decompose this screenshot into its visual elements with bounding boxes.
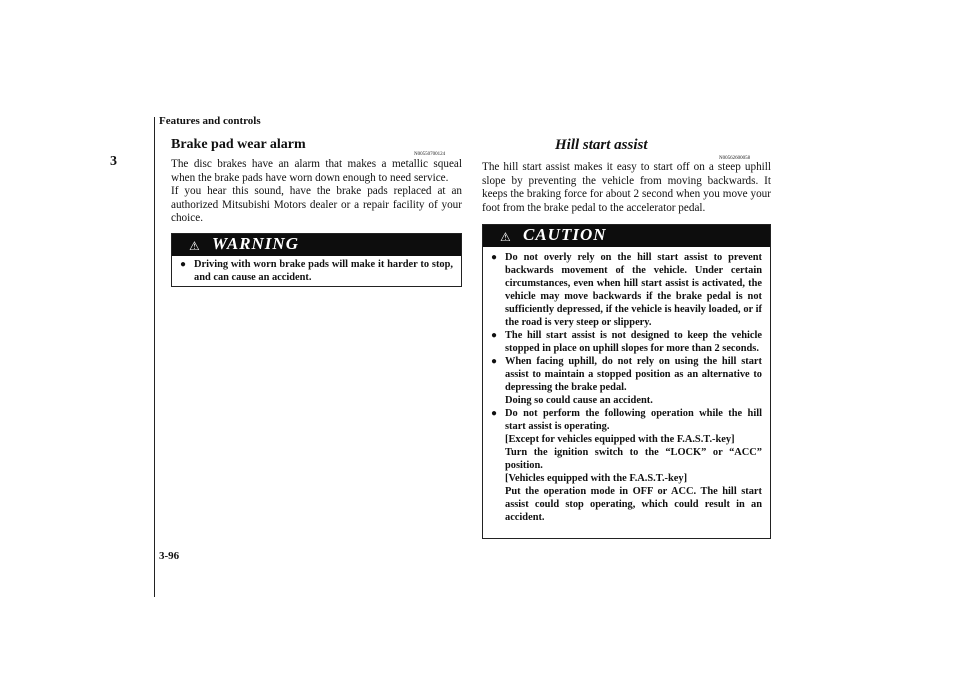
caution-item: ● Do not overly rely on the hill start assist to prevent backwards movement of the vehicle. Under certain circumstances, even when hill start assist is activated, the vehicle may move backwards if the brake pedal is not sufficiently depressed, if the vehicle is heavily loaded, or if the road is very steep or slippery. [491,252,762,328]
caution-item: ● When facing uphill, do not rely on using the hill start assist to maintain a stopped position as an alternative to depressing the brake pedal. Doing so could cause an accident. [491,356,762,406]
hill-start-body [482,161,771,215]
hill-start-section-title: Hill start assist [555,137,648,153]
page-number: 3-96 [159,550,180,562]
chapter-sidebar-rule [104,117,155,597]
brake-pad-paragraph-2: If you hear this sound, have the brake pads replaced at an authorized Mitsubishi Motors dealer or a repair facility of your choice. [171,185,462,225]
bullet-dot-icon: ● [491,330,498,341]
hill-start-section-code: N00562600058 [719,156,751,161]
bullet-dot-icon: ● [491,252,498,263]
warning-item: ● Driving with worn brake pads will make it harder to stop, and can cause an accident. [180,259,453,283]
bullet-dot-icon: ● [491,408,498,419]
caution-item: ● The hill start assist is not designed to keep the vehicle stopped in place on uphill slopes for more than 2 seconds. [491,330,762,354]
brake-pad-section-title: Brake pad wear alarm [171,137,306,152]
warning-list [172,256,461,290]
warning-label: WARNING [212,234,299,253]
caution-list [483,247,770,530]
running-header: Features and controls [159,115,261,127]
chapter-number: 3 [110,154,117,169]
bullet-dot-icon: ● [180,259,187,270]
bullet-dot-icon: ● [491,356,498,367]
warning-box-header [172,234,461,256]
caution-label: CAUTION [523,225,607,244]
warning-triangle-icon: ⚠ [189,239,200,253]
warning-triangle-icon: ⚠ [500,230,511,244]
brake-pad-paragraph-1: The disc brakes have an alarm that makes a metallic squeal when the brake pads have worn down enough to need service. [171,158,462,184]
warning-box [171,233,462,287]
brake-pad-section-code: N00550700124 [414,152,446,157]
caution-box [482,224,771,539]
caution-item: ● Do not perform the following operation while the hill start assist is operating. [Except for vehicles equipped with the F.A.S.T.-key] Turn the ignition switch to the “LOCK” or “ACC” position. [Vehicles equipped with the F.A.S.T.-key] Put the operation mode in OFF or ACC. The hill start assist could stop operating, which could result in an accident. [491,408,762,523]
brake-pad-body [171,158,462,226]
hill-start-paragraph: The hill start assist makes it easy to start off on a steep uphill slope by preventing the vehicle from moving backwards. It keeps the braking force for about 2 second when you move your foot from the brake pedal to the accelerator pedal. [482,161,771,214]
caution-box-header [483,225,770,247]
